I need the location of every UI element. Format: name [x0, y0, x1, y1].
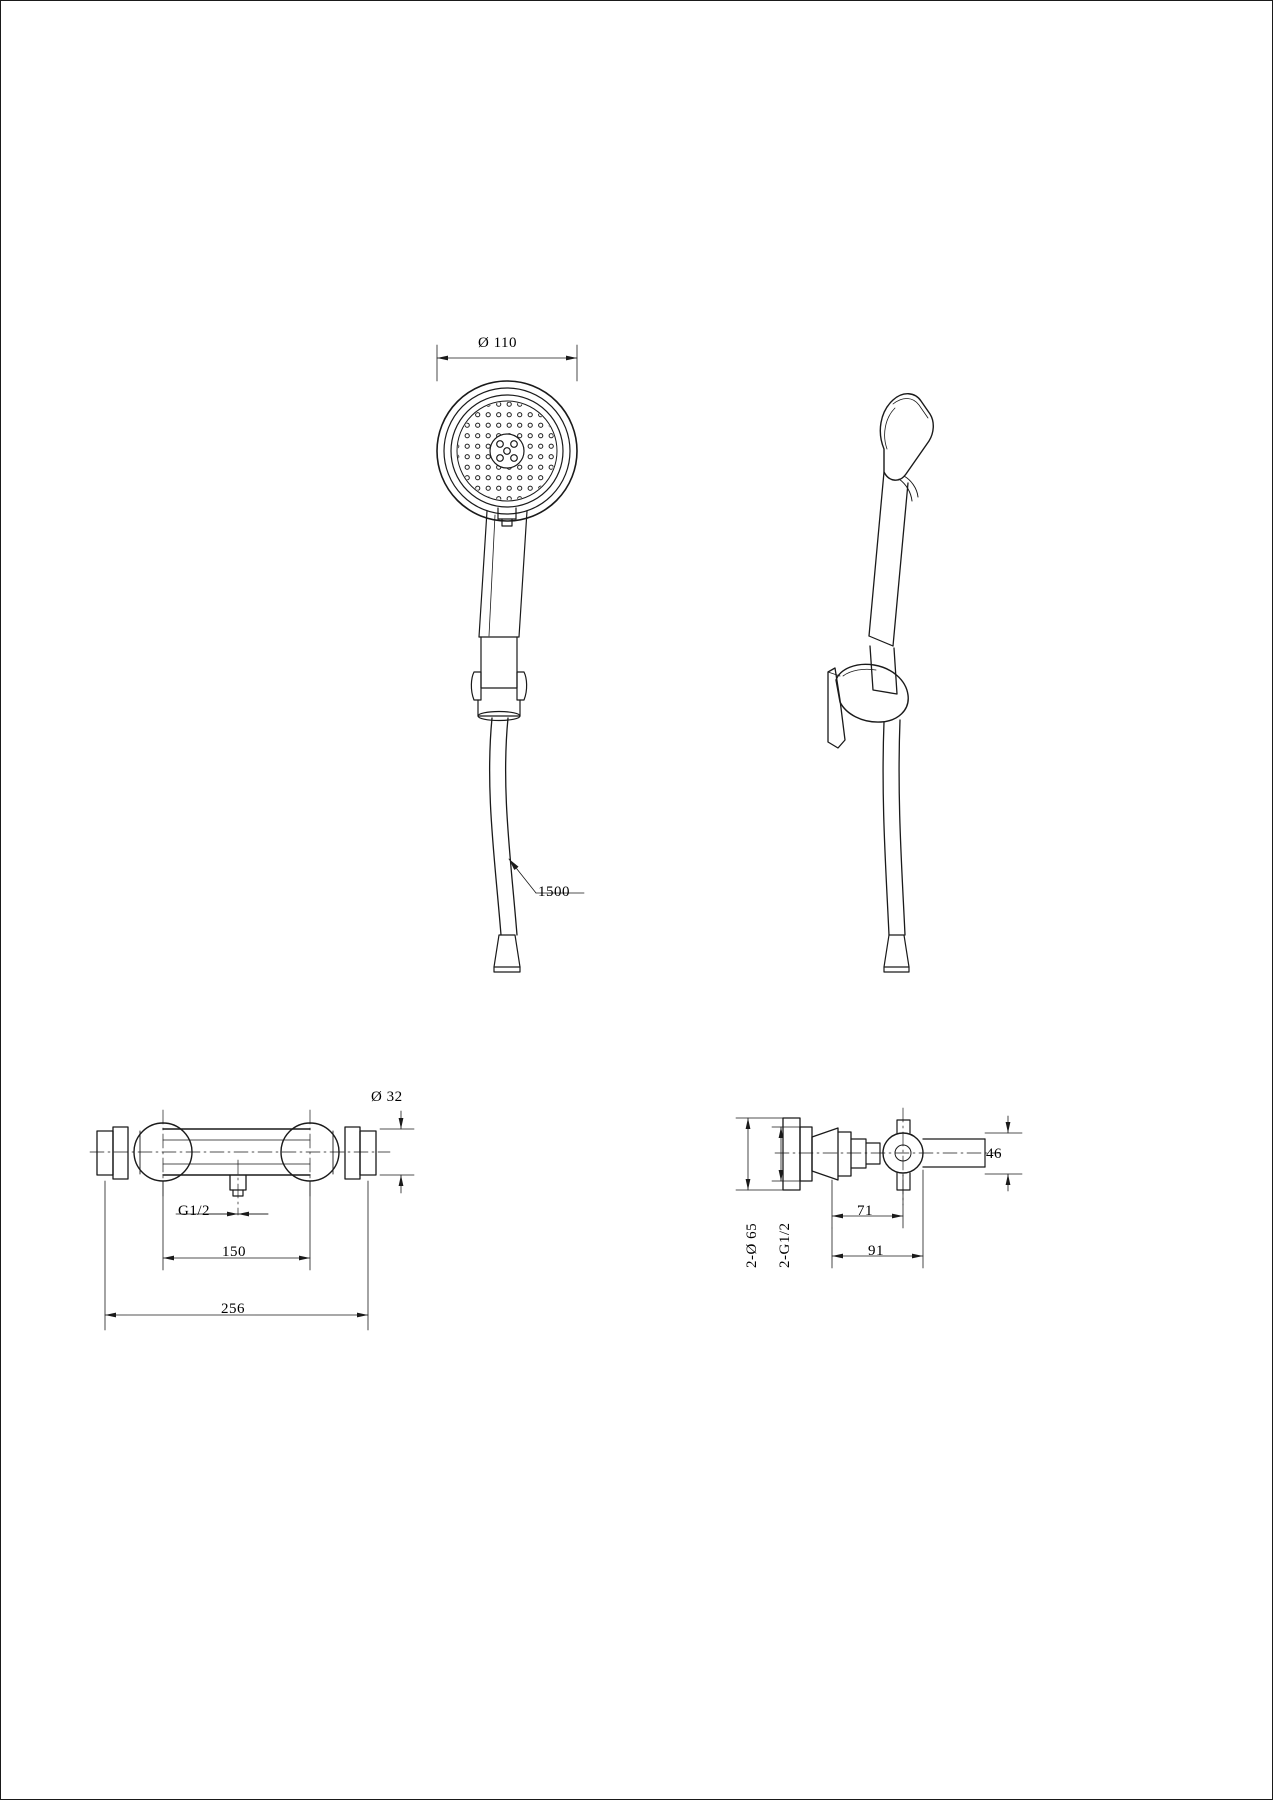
label-wall-thread: 2-G1/2	[777, 1222, 793, 1268]
label-overall-width: 256	[221, 1301, 245, 1317]
label-hose-length: 1500	[538, 884, 570, 900]
label-inlet-centers: 150	[222, 1244, 246, 1260]
label-body-diameter: Ø 32	[371, 1089, 403, 1105]
label-head-diameter: Ø 110	[478, 335, 518, 351]
label-projection-lower: 91	[868, 1243, 884, 1259]
label-wall-plate: 2-Ø 65	[744, 1222, 760, 1268]
label-projection-upper: 71	[857, 1203, 873, 1219]
label-height-side: 46	[986, 1146, 1002, 1162]
label-inlet-thread: G1/2	[178, 1203, 210, 1219]
